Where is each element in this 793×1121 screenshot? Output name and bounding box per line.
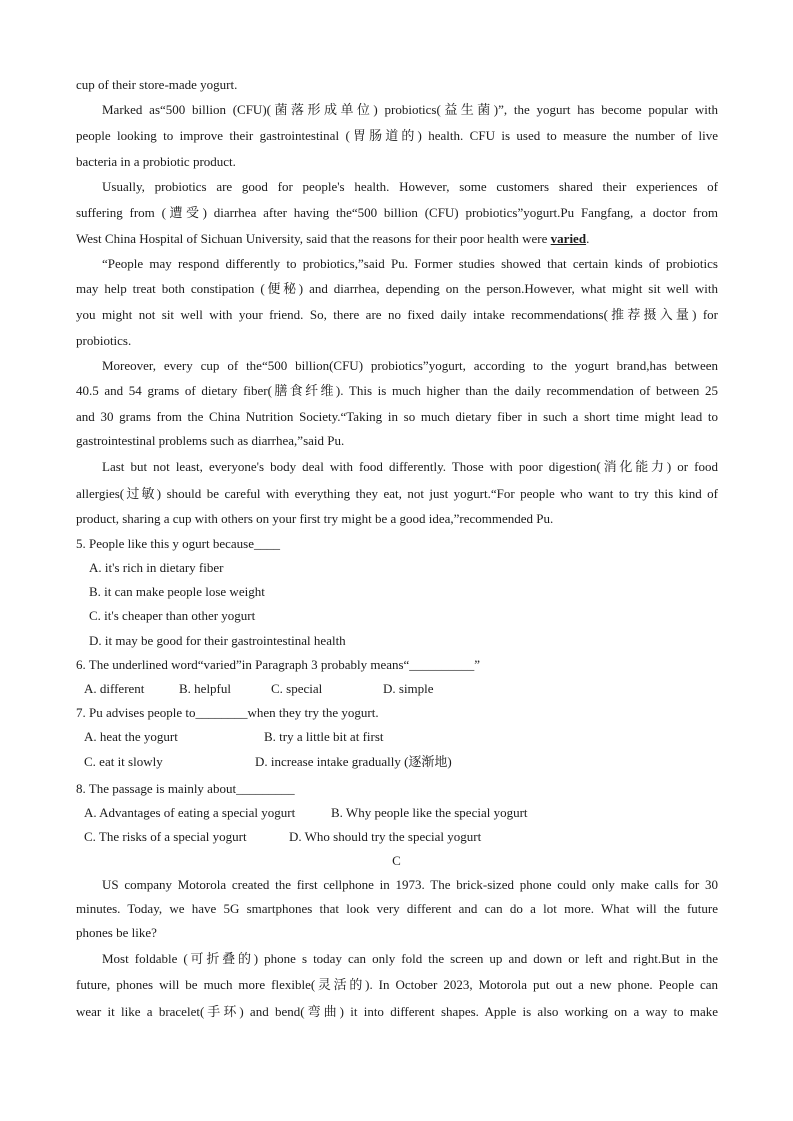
paragraph-line: “People may respond differently to probiotics,”said Pu. Former studies showed that certain kinds of probiotics [102, 256, 718, 271]
question-stem: 7. Pu advises people to________when they try the yogurt. [76, 705, 379, 720]
paragraph-line: cup of their store-made yogurt. [76, 77, 238, 92]
paragraph-line [76, 226, 718, 252]
paragraph-line: people looking to improve their gastrointestinal (胃肠道的) health. CFU is used to measure the number of live [76, 128, 718, 143]
answer-option: B. try a little bit at first [264, 729, 384, 744]
answer-option: B. helpful [179, 681, 231, 696]
answer-option: D. Who should try the special yogurt [289, 829, 482, 844]
answer-option: B. it can make people lose weight [89, 584, 265, 599]
paragraph-line: may help treat both constipation (便秘) and diarrhea, depending on the person.However, what might sit well with [76, 281, 718, 296]
paragraph-line: phones be like? [76, 925, 157, 940]
paragraph-line: Last but not least, everyone's body deal with food differently. Those with poor digestion(消化能力) or food [102, 459, 718, 474]
paragraph-line: Usually, probiotics are good for people's health. However, some customers shared their experiences of [102, 179, 718, 194]
answer-option: C. special [271, 681, 323, 696]
question-stem: 8. The passage is mainly about_________ [76, 781, 295, 796]
paragraph-line: you might not sit well with your friend. So, there are no fixed daily intake recommendations(推荐摄入量) for [76, 307, 718, 322]
answer-option: D. increase intake gradually (逐渐地) [255, 754, 452, 769]
answer-option: C. The risks of a special yogurt [84, 829, 247, 844]
paragraph-line: Most foldable (可折叠的) phone s today can only fold the screen up and down or left and right.But in the [102, 951, 718, 966]
question-stem: 6. The underlined word“varied”in Paragraph 3 probably means“__________” [76, 657, 481, 672]
paragraph-line: probiotics. [76, 333, 132, 348]
answer-option: A. Advantages of eating a special yogurt [84, 805, 296, 820]
section-heading: C [392, 853, 401, 868]
answer-option: B. Why people like the special yogurt [331, 805, 528, 820]
paragraph-line: US company Motorola created the first cellphone in 1973. The brick-sized phone could only make calls for 30 [102, 877, 718, 892]
paragraph-line: suffering from (遭受) diarrhea after having the“500 billion (CFU) probiotics”yogurt.Pu Fangfang, a doctor from [76, 205, 718, 220]
answer-option: D. it may be good for their gastrointestinal health [89, 633, 346, 648]
answer-option: A. different [84, 681, 145, 696]
underlined-word: varied [550, 231, 587, 246]
paragraph-line: future, phones will be much more flexible(灵活的). In October 2023, Motorola put out a new phone. People can [76, 977, 718, 992]
paragraph-line: bacteria in a probiotic product. [76, 154, 236, 169]
question-stem: 5. People like this y ogurt because____ [76, 536, 280, 551]
answer-option: A. it's rich in dietary fiber [89, 560, 224, 575]
paragraph-line: and 30 grams from the China Nutrition Society.“Taking in so much dietary fiber in such a short time might lead to [76, 409, 718, 424]
answer-option: C. eat it slowly [84, 754, 163, 769]
answer-option: C. it's cheaper than other yogurt [89, 608, 256, 623]
paragraph-line: product, sharing a cup with others on your first try might be a good idea,”recommended Pu. [76, 511, 554, 526]
paragraph-line: 40.5 and 54 grams of dietary fiber(膳食纤维). This is much higher than the daily recommendation of between 25 [76, 383, 718, 398]
paragraph-line: gastrointestinal problems such as diarrhea,”said Pu. [76, 433, 345, 448]
paragraph-line: Moreover, every cup of the“500 billion(CFU) probiotics”yogurt, according to the yogurt brand,has between [102, 358, 718, 373]
punctuation: . [586, 231, 590, 246]
paragraph-line: allergies(过敏) should be careful with everything they eat, not just yogurt.“For people who want to try this kind of [76, 486, 718, 501]
answer-option: A. heat the yogurt [84, 729, 178, 744]
paragraph-line: minutes. Today, we have 5G smartphones that look very different and can do a lot more. What will the future [76, 901, 718, 916]
sentence-text: West China Hospital of Sichuan University, said that the reasons for their poor health were [76, 231, 551, 246]
paragraph-line: wear it like a bracelet(手环) and bend(弯曲) it into different shapes. Apple is also working on a way to make [76, 1004, 718, 1019]
paragraph-line: Marked as“500 billion (CFU)(菌落形成单位) probiotics(益生菌)”, the yogurt has become popular with [102, 102, 718, 117]
answer-option: D. simple [383, 681, 434, 696]
